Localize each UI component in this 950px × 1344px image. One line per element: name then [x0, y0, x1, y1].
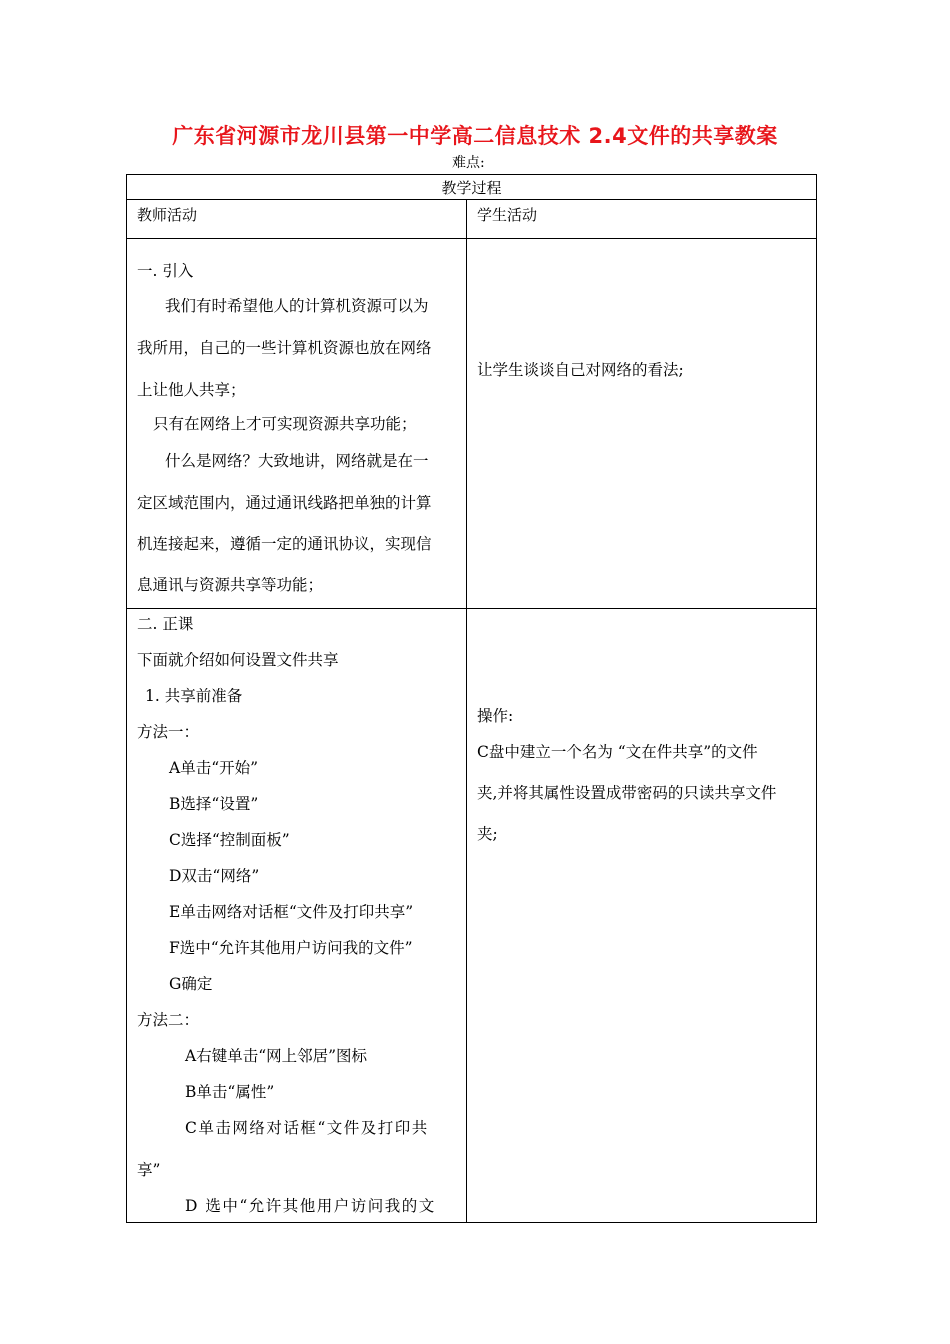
section1-student-cell	[467, 239, 817, 609]
document-subtitle: 难点:	[452, 155, 485, 171]
student-line: 夹;	[477, 825, 498, 843]
table-header: 教学过程	[127, 175, 817, 200]
teacher-line: 什么是网络？大致地讲，网络就是在一	[165, 452, 429, 470]
student-line: C盘中建立一个名为 “文在件共享”的文件	[477, 743, 758, 761]
teacher-line: 享”	[137, 1161, 161, 1179]
teacher-line: C选择“控制面板”	[169, 831, 290, 849]
lesson-table	[126, 174, 817, 1223]
student-line: 操作:	[477, 707, 514, 725]
teacher-line: 下面就介绍如何设置文件共享	[137, 651, 339, 669]
teacher-line: D双击“网络”	[169, 867, 260, 885]
teacher-line: A右键单击“网上邻居”图标	[185, 1047, 368, 1065]
teacher-line: 定区域范围内，通过通讯线路把单独的计算	[137, 494, 432, 512]
teacher-line: F选中“允许其他用户访问我的文件”	[169, 939, 413, 957]
section1-teacher-cell	[127, 239, 467, 609]
teacher-line: 机连接起来，遵循一定的通讯协议，实现信	[137, 535, 432, 553]
document-title: 广东省河源市龙川县第一中学高二信息技术 2.4文件的共享教案	[172, 124, 778, 148]
teacher-line: B单击“属性”	[185, 1083, 275, 1101]
section2-student-cell	[467, 609, 817, 1223]
teacher-line: 我所用，自己的一些计算机资源也放在网络	[137, 339, 432, 357]
section2-teacher-cell	[127, 609, 467, 1223]
teacher-line: 一. 引入	[137, 262, 194, 280]
teacher-line: 二. 正课	[137, 615, 194, 633]
student-column-header: 学生活动	[467, 200, 817, 239]
teacher-line: 上让他人共享；	[137, 381, 246, 399]
teacher-line: 只有在网络上才可实现资源共享功能；	[153, 415, 417, 433]
teacher-line: 我们有时希望他人的计算机资源可以为	[165, 297, 429, 315]
teacher-line: D 选中“允许其他用户访问我的文	[185, 1197, 436, 1215]
student-line: 夹,并将其属性设置成带密码的只读共享文件	[477, 784, 777, 802]
teacher-line: 方法一：	[137, 723, 200, 741]
teacher-line: C单击网络对话框“文件及打印共	[185, 1119, 429, 1137]
teacher-line: E单击网络对话框“文件及打印共享”	[169, 903, 414, 921]
teacher-column-header: 教师活动	[127, 200, 467, 239]
teacher-line: B选择“设置”	[169, 795, 259, 813]
student-line: 让学生谈谈自己对网络的看法;	[477, 361, 684, 379]
teacher-line: G确定	[169, 975, 213, 993]
teacher-line: A单击“开始”	[169, 759, 259, 777]
teacher-line: 方法二：	[137, 1011, 200, 1029]
teacher-line: 1. 共享前准备	[145, 687, 243, 705]
teacher-line: 息通讯与资源共享等功能；	[137, 576, 324, 594]
